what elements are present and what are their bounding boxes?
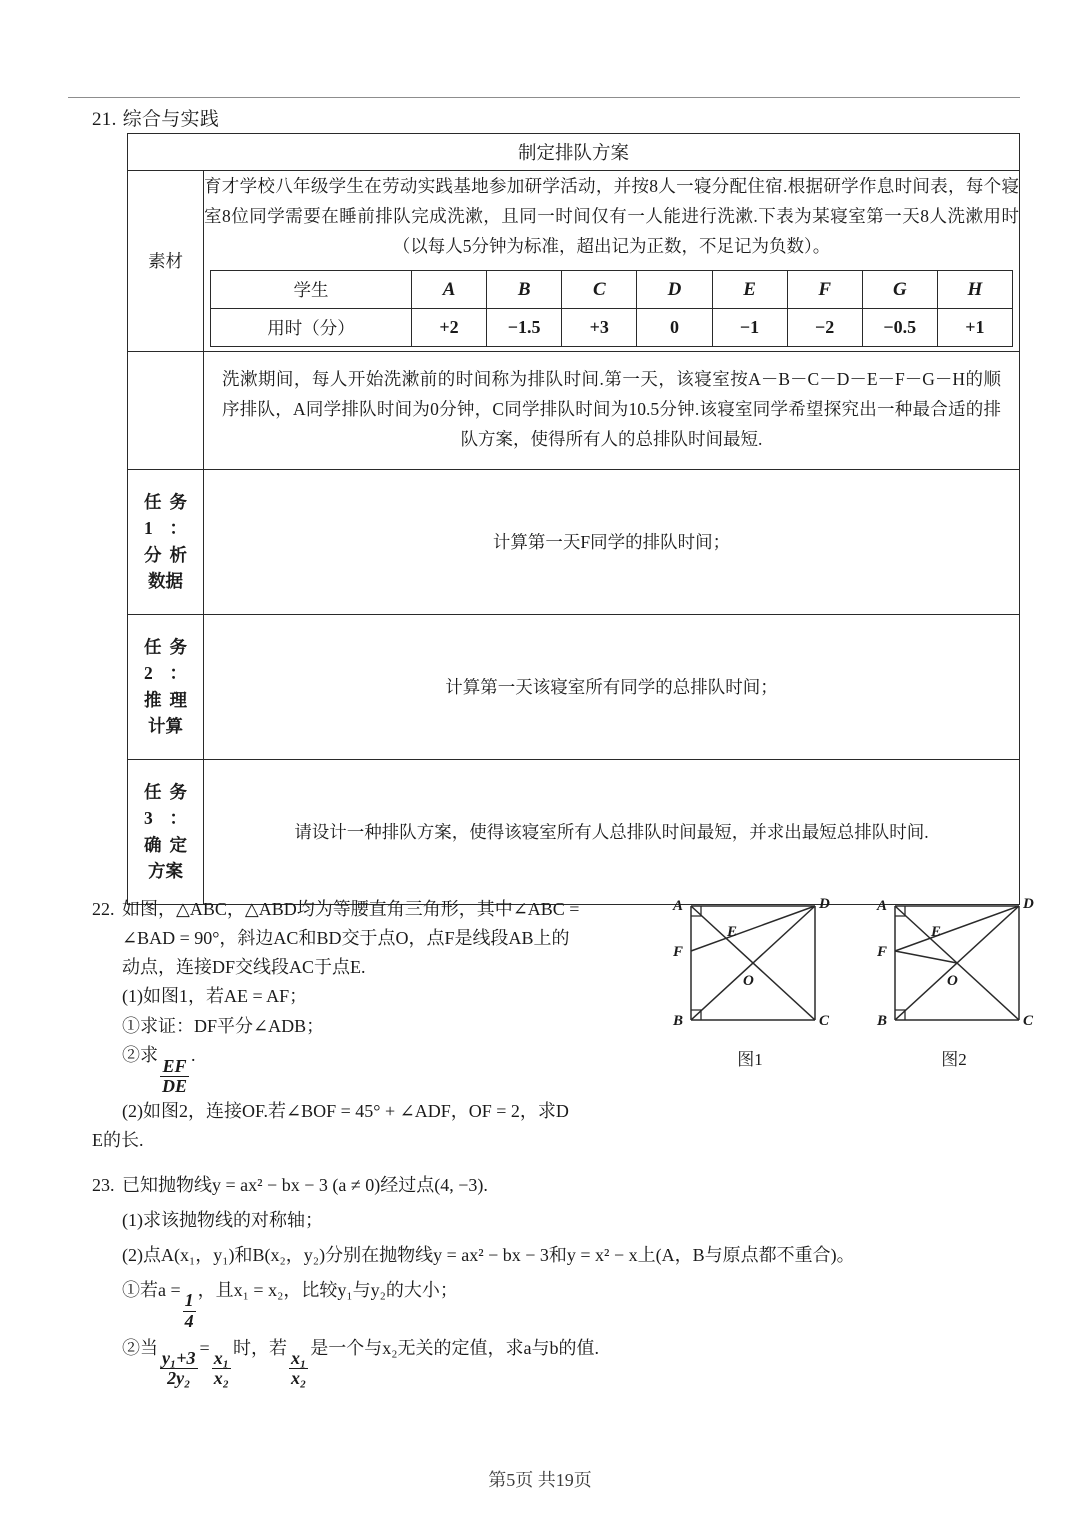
fraction-numerator: EF: [160, 1057, 189, 1077]
equals-sign: =: [199, 1338, 210, 1359]
problem-23-sub2-mid: 时，若: [232, 1338, 287, 1359]
problem-23-sub2-prefix: ②当: [122, 1338, 158, 1359]
problem-23-number: 23.: [92, 1175, 115, 1195]
time-h: +1: [937, 309, 1012, 347]
queue-paragraph: 洗漱期间，每人开始洗漱前的时间称为排队时间.第一天，该寝室按A－B－C－D－E－F－G－H的顺序排队，A同学排队时间为0分钟，C同学排队时间为10.5分钟.该寝室同学希望探究出一种最合适的排队方案，使得所有人的总排队时间最短.: [222, 369, 1001, 450]
fraction-numerator: x₁: [213, 1347, 229, 1368]
vertex-label-b: B: [673, 1013, 684, 1029]
material-label: 素材: [128, 171, 204, 352]
task-row-3: [128, 759, 1020, 904]
fraction-denominator: 2y₂: [167, 1368, 191, 1389]
vertex-label-o: O: [743, 973, 754, 989]
problem-23-sub2-suffix: 是一个与x₂无关的定值，求a与b的值.: [310, 1338, 600, 1359]
y1-plus-3-over-2y2-fraction: [160, 1349, 198, 1389]
washing-time-table: [210, 270, 1013, 347]
header-divider: [68, 97, 1020, 98]
fraction-numerator: y₁+3: [162, 1347, 196, 1368]
material-body: [204, 171, 1020, 352]
problem-23-sub1-prefix: ①若a =: [122, 1280, 181, 1301]
problem-22-sub2-prefix: ②求: [122, 1044, 158, 1065]
student-a: A: [412, 271, 487, 309]
time-c: +3: [562, 309, 637, 347]
vertex-label-e: E: [931, 924, 942, 940]
problem-22: [92, 895, 652, 1155]
time-d: 0: [637, 309, 712, 347]
problem-22-line-1: [92, 895, 652, 924]
time-b: −1.5: [487, 309, 562, 347]
student-b: B: [487, 271, 562, 309]
task-2-label: 任务2：推理计算: [128, 614, 204, 759]
problem-22-line-6: [122, 1041, 652, 1097]
fraction-denominator: DE: [162, 1076, 188, 1097]
table-row: [211, 271, 1013, 309]
student-g: G: [862, 271, 937, 309]
vertex-label-f: F: [673, 944, 684, 960]
problem-22-line-8: E的长.: [92, 1129, 144, 1150]
problem-22-sub2-suffix: .: [191, 1044, 196, 1065]
problem-22-figures: [650, 888, 1060, 1070]
problem-22-line-5: ①求证：DF平分∠ADB；: [122, 1015, 325, 1036]
material-paragraph: 育才学校八年级学生在劳动实践基地参加研学活动，并按8人一寝分配住宿.根据研学作息时间表，每个寝室8位同学需要在睡前排队完成洗漱，且同一时间仅有一人能进行洗漱.下表为某寝室第一天8人洗漱用时（以每人5分钟为标准，超出记为正数，不足记为负数）。: [204, 176, 1019, 257]
queue-paragraph-cell: [204, 352, 1020, 469]
problem-21-number: 21.: [92, 109, 117, 130]
problem-22-number: 22.: [92, 899, 115, 919]
students-row-header: 学生: [211, 271, 412, 309]
x1-over-x2-fraction-a: [212, 1349, 231, 1389]
task-2-content: 计算第一天该寝室所有同学的总排队时间；: [204, 614, 1020, 759]
x1-over-x2-fraction-b: [289, 1349, 308, 1389]
task-3-label: 任务3：确定方案: [128, 759, 204, 904]
vertex-label-e: E: [727, 924, 738, 940]
figure-1-caption: 图1: [737, 1050, 763, 1069]
vertex-label-a: A: [877, 898, 888, 914]
time-a: +2: [412, 309, 487, 347]
problem-22-line-4: (1)如图1，若AE = AF；: [122, 986, 308, 1007]
problem-22-text-1: 如图，△ABC，△ABD均为等腰直角三角形，其中∠ABC =: [122, 899, 580, 919]
table-title-row: [128, 134, 1020, 171]
problem-23-text-1: 已知抛物线y = ax² − bx − 3 (a ≠ 0)经过点(4, −3).: [122, 1175, 488, 1195]
fraction-denominator: x₂: [290, 1368, 307, 1389]
material-row: [128, 171, 1020, 352]
vertex-label-d: D: [1023, 896, 1034, 912]
problem-23-line-1: [92, 1168, 1022, 1203]
vertex-label-c: C: [819, 1013, 830, 1029]
problem-22-line-7: (2)如图2，连接OF.若∠BOF = 45° + ∠ADF，OF = 2，求D: [122, 1100, 569, 1121]
problem-23-line-5: [122, 1331, 1022, 1389]
figure-1: [650, 888, 850, 1070]
task-3-content: 请设计一种排队方案，使得该寝室所有人总排队时间最短，并求出最短总排队时间.: [204, 759, 1020, 904]
data-table-wrapper: [204, 261, 1019, 351]
fraction-numerator: 1: [184, 1290, 194, 1311]
table-row: [211, 309, 1013, 347]
problem-22-line-3: 动点，连接DF交线段AC于点E.: [122, 957, 366, 978]
student-d: D: [637, 271, 712, 309]
figure-2-caption: 图2: [941, 1050, 967, 1069]
scheme-table: [127, 133, 1020, 905]
vertex-label-f: F: [877, 944, 888, 960]
problem-21-heading: [92, 104, 219, 131]
task-row-1: [128, 469, 1020, 614]
problem-23-line-4: [122, 1273, 1022, 1331]
time-e: −1: [712, 309, 787, 347]
figure-2: [854, 888, 1054, 1070]
figure-1-diagram: [665, 888, 835, 1038]
task-row-2: [128, 614, 1020, 759]
fraction-denominator: 4: [184, 1310, 194, 1331]
page-footer: 第5页 共19页: [488, 1470, 592, 1490]
times-row-header: 用时（分）: [211, 309, 412, 347]
problem-22-line-2: ∠BAD = 90°，斜边AC和BD交于点O，点F是线段AB上的: [122, 928, 570, 949]
task-1-content: 计算第一天F同学的排队时间；: [204, 469, 1020, 614]
student-c: C: [562, 271, 637, 309]
student-f: F: [787, 271, 862, 309]
vertex-label-c: C: [1023, 1013, 1034, 1029]
fraction-denominator: x₂: [213, 1368, 229, 1389]
student-e: E: [712, 271, 787, 309]
problem-23-line-3: (2)点A(x₁，y₁)和B(x₂，y₂)分别在抛物线y = ax² − bx − 3和y = x² − x上(A，B与原点都不重合)。: [122, 1245, 855, 1266]
problem-23-sub1-suffix: ，且x₁ = x₂，比较y₁与y₂的大小；: [197, 1280, 458, 1301]
queue-paragraph-row: [128, 352, 1020, 469]
vertex-label-a: A: [673, 898, 684, 914]
time-g: −0.5: [862, 309, 937, 347]
problem-23: [92, 1168, 1022, 1389]
vertex-label-b: B: [877, 1013, 888, 1029]
fraction-numerator: x₁: [290, 1347, 307, 1368]
ef-over-de-fraction: [160, 1057, 189, 1097]
student-h: H: [937, 271, 1012, 309]
problem-21-title: 综合与实践: [122, 109, 220, 130]
task-1-label: 任务1：分析数据: [128, 469, 204, 614]
problem-23-line-2: (1)求该抛物线的对称轴；: [122, 1210, 323, 1231]
one-quarter-fraction: [183, 1291, 196, 1331]
time-f: −2: [787, 309, 862, 347]
figure-2-diagram: [869, 888, 1039, 1038]
vertex-label-o: O: [947, 973, 958, 989]
scheme-table-title: 制定排队方案: [128, 134, 1020, 171]
vertex-label-d: D: [819, 896, 830, 912]
